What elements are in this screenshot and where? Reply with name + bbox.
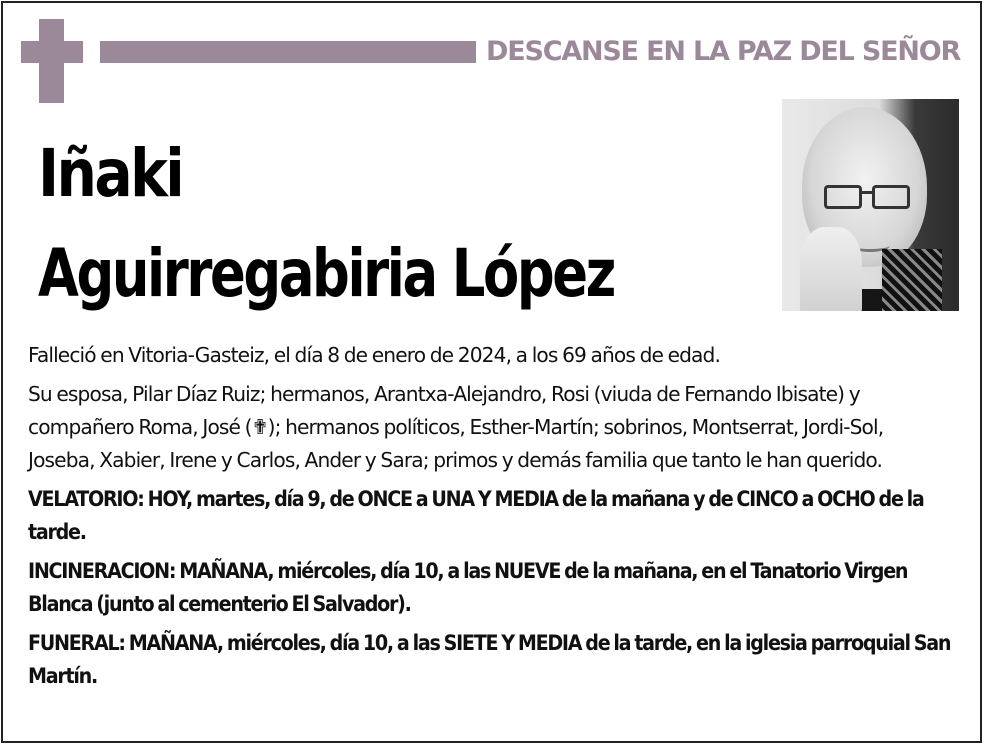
photo-hand — [800, 227, 862, 311]
deceased-photo — [782, 99, 959, 311]
incineracion-text: INCINERACION: MAÑANA, miércoles, día 10, a las NUEVE de la mañana, en el Tanatorio Virgen Blanca (junto al cementerio El Salvador). — [28, 559, 908, 616]
death-notice-text: Falleció en Vitoria-Gasteiz, el día 8 de enero de 2024, a los 69 años de edad. — [28, 343, 721, 367]
cross-horizontal-bar — [21, 41, 83, 63]
family-text: Su esposa, Pilar Díaz Ruiz; hermanos, Arantxa-Alejandro, Rosi (viuda de Fernando Ibisate) y compañero Roma, José (✟); hermanos políticos, Esther-Martín; sobrinos, Montserrat, Jordi-Sol, Joseba, Xabier, Irene y Carlos, Ander y Sara; primos y demás familia que tanto le han querido. — [28, 382, 884, 472]
funeral-text: FUNERAL: MAÑANA, miércoles, día 10, a las SIETE Y MEDIA de la tarde, en la iglesia parroquial San Martín. — [28, 631, 951, 688]
photo-glasses-right — [872, 185, 910, 209]
velatorio-text: VELATORIO: HOY, martes, día 9, de ONCE a UNA Y MEDIA de la mañana y de CINCO a OCHO de la tarde. — [28, 487, 924, 544]
photo-glasses-bridge — [862, 191, 872, 194]
header-title: DESCANSE EN LA PAZ DEL SEÑOR — [486, 36, 961, 67]
obituary-notice — [1, 1, 982, 743]
photo-scarf — [882, 249, 942, 311]
announcement-body — [28, 339, 953, 699]
header-divider-bar — [100, 41, 476, 63]
photo-glasses-left — [824, 185, 862, 209]
deceased-last-name: Aguirregabiria López — [38, 235, 614, 312]
deceased-first-name: Iñaki — [38, 135, 183, 212]
